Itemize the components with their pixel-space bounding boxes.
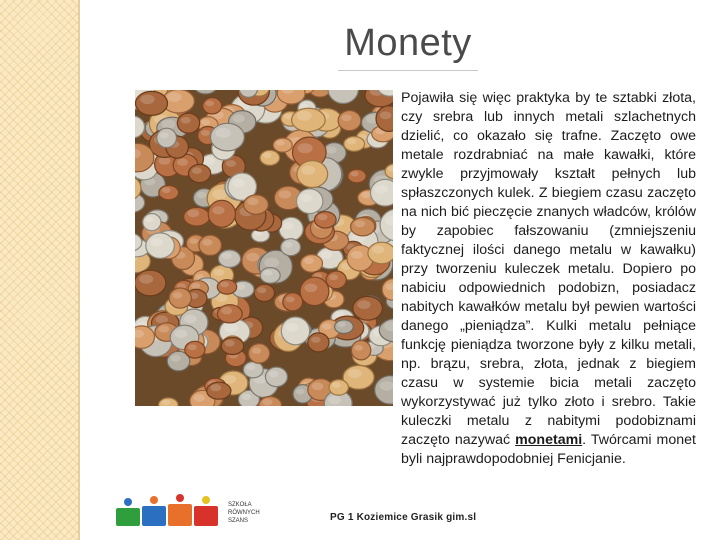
coin-highlight	[145, 217, 153, 222]
title-underline	[338, 70, 478, 71]
coin-highlight	[221, 307, 232, 314]
coin-highlight	[191, 283, 200, 289]
coin	[203, 98, 222, 114]
logo-text-line3: SZANS	[228, 518, 249, 524]
coin-highlight	[372, 245, 384, 253]
coin-highlight	[188, 210, 200, 218]
coin-highlight	[354, 345, 363, 351]
coin	[169, 288, 191, 308]
coin	[260, 150, 280, 165]
keyword-monetami: monetami	[515, 432, 583, 448]
coin	[193, 90, 218, 94]
coin-highlight	[159, 326, 170, 333]
coin	[328, 90, 358, 104]
coin	[189, 164, 211, 182]
coin	[300, 277, 329, 305]
coin-highlight	[139, 274, 153, 283]
coin-highlight	[263, 152, 272, 158]
coin	[185, 341, 205, 358]
coin-highlight	[220, 282, 229, 288]
coin	[297, 161, 328, 188]
coin-highlight	[214, 269, 225, 276]
coin-highlight	[354, 220, 365, 227]
coin-highlight	[332, 382, 341, 388]
coin-highlight	[375, 185, 388, 194]
coin-highlight	[297, 111, 312, 121]
coin-highlight	[203, 157, 215, 165]
coin-highlight	[161, 120, 175, 129]
coin	[338, 111, 361, 131]
coin-highlight	[279, 190, 292, 198]
logo-text-line2: RÓWNYCH	[228, 510, 260, 516]
coin-highlight	[201, 130, 210, 136]
coin-highlight	[257, 287, 266, 293]
logo-books-icon	[116, 494, 218, 526]
coin-highlight	[216, 128, 231, 138]
coin-highlight	[202, 239, 212, 246]
coin	[326, 271, 346, 289]
coin-highlight	[276, 140, 285, 146]
coin	[351, 218, 375, 236]
coin-highlight	[181, 117, 191, 124]
coin-highlight	[286, 296, 295, 302]
coin-highlight	[172, 292, 182, 299]
coin	[353, 296, 383, 320]
coin-highlight	[159, 157, 171, 165]
szkola-rownych-szans-logo	[116, 492, 276, 532]
coin-highlight	[304, 257, 314, 264]
coin	[136, 91, 168, 115]
coin-highlight	[329, 274, 338, 280]
coin-highlight	[162, 400, 171, 406]
coin	[348, 169, 366, 183]
coin	[260, 268, 280, 284]
coin	[315, 212, 337, 228]
coin-highlight	[321, 251, 333, 259]
coin-highlight	[263, 270, 272, 276]
coin	[308, 333, 329, 352]
coin-highlight	[206, 101, 215, 107]
slide-title: Monety	[344, 22, 472, 64]
coin-highlight	[380, 112, 392, 120]
coin-highlight	[298, 143, 313, 153]
coin-highlight	[361, 192, 371, 199]
coin-highlight	[301, 194, 313, 202]
coin	[143, 214, 161, 231]
coin-highlight	[296, 389, 305, 395]
coin-highlight	[222, 253, 232, 260]
coin	[217, 280, 236, 294]
coin-highlight	[224, 323, 238, 332]
coin-highlight	[226, 160, 236, 167]
coin-highlight	[304, 284, 317, 293]
coin-highlight	[326, 147, 337, 154]
coin	[283, 293, 303, 311]
decorative-side-band	[0, 0, 78, 540]
coin-highlight	[351, 171, 359, 176]
coin-highlight	[162, 187, 171, 193]
coin	[244, 195, 269, 214]
coin-highlight	[286, 323, 299, 332]
coin-highlight	[284, 242, 293, 248]
footer-label: PG 1 Koziemice Grasik gim.sl	[330, 512, 477, 523]
coin-highlight	[189, 238, 198, 244]
coin-highlight	[269, 371, 279, 378]
coin-highlight	[194, 394, 205, 402]
coin-highlight	[184, 315, 197, 323]
coin-highlight	[311, 337, 321, 343]
coin-highlight	[201, 119, 210, 125]
side-band-divider	[78, 0, 80, 540]
coin-highlight	[322, 323, 332, 329]
body-text-part-2: . Twórcami monet byli najprawdopodobniej Fenicjanie.	[401, 432, 696, 467]
coin-highlight	[212, 206, 224, 214]
coin-highlight	[252, 348, 261, 354]
coin-highlight	[318, 214, 328, 220]
coin-highlight	[225, 340, 235, 347]
coin-highlight	[312, 383, 324, 391]
coin	[159, 185, 179, 199]
coin-highlight	[140, 95, 154, 105]
slide-body-text	[401, 89, 696, 469]
coin-highlight	[247, 364, 256, 370]
coin	[177, 113, 199, 133]
coin	[265, 367, 287, 387]
coin-highlight	[171, 355, 181, 362]
coin-highlight	[160, 132, 169, 138]
coin-highlight	[175, 330, 188, 339]
coin	[281, 239, 301, 256]
coin	[217, 305, 242, 323]
coin-highlight	[351, 251, 363, 259]
coins-illustration	[135, 90, 393, 406]
coin-highlight	[328, 396, 341, 404]
coin	[218, 250, 240, 267]
coin-highlight	[150, 238, 163, 247]
body-text-part-1: Pojawiła się więc praktyka by te sztabki złota, czy srebra lub innych metali szlachetnych dzielić, co okazało się trafne. Zaczęto owe metale rozdrabniać na małe kawałki, które zwykle przyjmowały kształt pełnych lub spłaszczonych kulek. Z biegiem czasu zaczęto na nich bić pieczęcie znanych władców, królów by zapobiec fałszowaniu (zmniejszeniu faktycznej ilości danego metalu w kawałku) przy tworzeniu kuleczek metalu. Dopiero po nabiciu odpowiednich podobizn, posiadacz nabitych kawałków metalu był pewien wartości danego „pieniądza”. Kulki metalu pełniące funkcję pieniądza tworzone były z kilku metali, np. brązu, srebra, złota, jednak z biegiem czasu w systemie bicia metali zaczęto wykorzystywać już tylko złoto i srebro. Takie kuleczki metalu z nabitymi podobiznami zaczęto nazywać	[401, 90, 696, 448]
coin-highlight	[342, 114, 352, 121]
coin-highlight	[246, 253, 259, 262]
coin-highlight	[177, 158, 188, 165]
coin	[157, 128, 177, 147]
coin-highlight	[357, 300, 370, 309]
coin-highlight	[348, 369, 362, 378]
coin-highlight	[233, 114, 245, 122]
coin-highlight	[264, 258, 279, 268]
coin-highlight	[347, 138, 356, 144]
coin-highlight	[192, 167, 202, 174]
coin-highlight	[283, 222, 294, 229]
coin	[135, 270, 166, 296]
coin	[279, 217, 303, 240]
logo-text-line1: SZKOŁA	[228, 502, 252, 508]
coins-photo	[135, 90, 393, 406]
coin-highlight	[262, 399, 272, 406]
coin-highlight	[197, 192, 207, 199]
coin-highlight	[167, 92, 181, 102]
coin-highlight	[247, 198, 258, 205]
coin-highlight	[188, 344, 197, 350]
coin-highlight	[242, 394, 251, 400]
coin-highlight	[210, 384, 221, 391]
coin	[199, 235, 222, 255]
coin-highlight	[337, 322, 345, 328]
coin-highlight	[232, 179, 245, 188]
coin-highlight	[302, 166, 316, 175]
coin-highlight	[379, 381, 393, 391]
